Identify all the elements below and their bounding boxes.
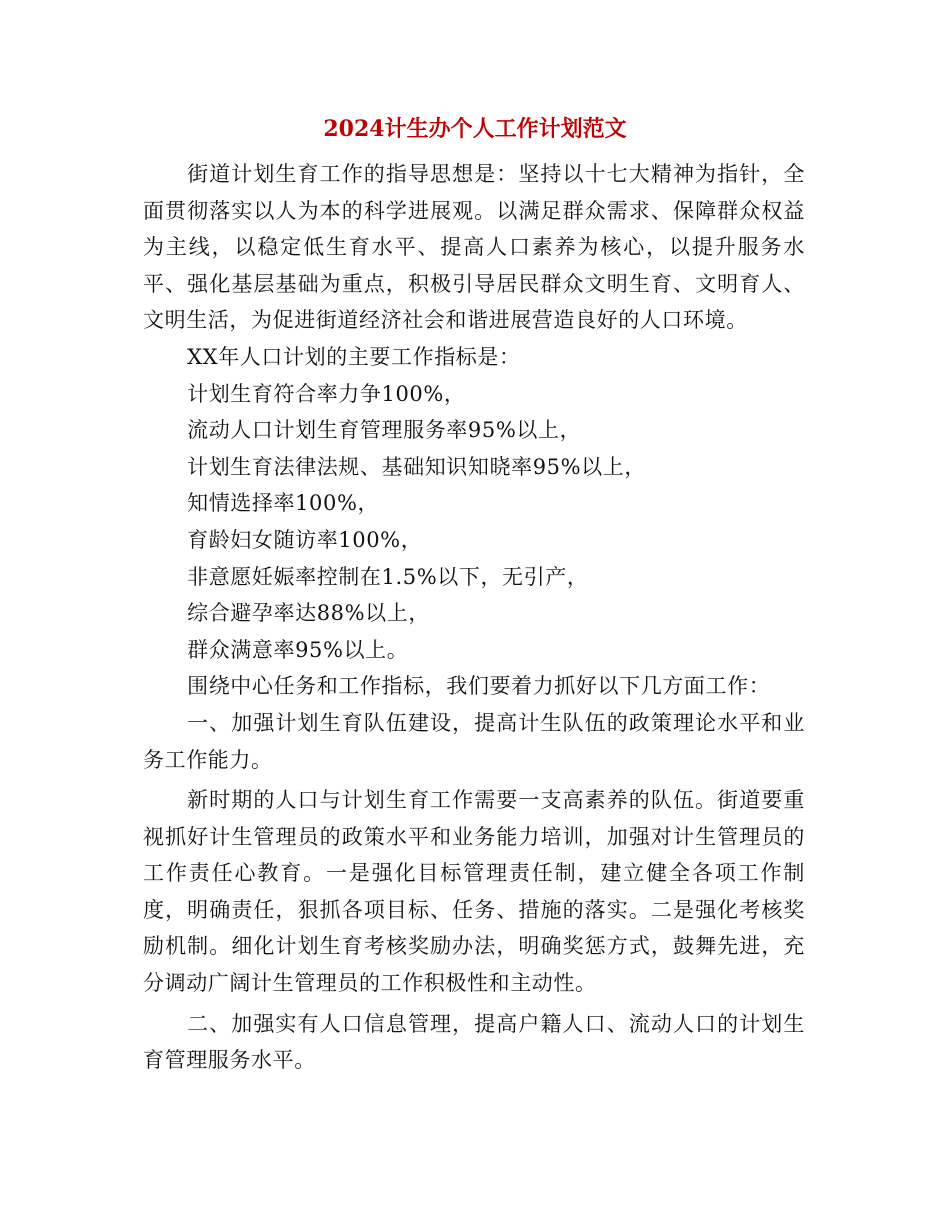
indicator-item: 群众满意率95%以上。 <box>187 637 409 662</box>
indicator-item: 综合避孕率达88%以上， <box>187 601 430 626</box>
paragraph-tasks-intro: 围绕中心任务和工作指标，我们要着力抓好以下几方面工作： <box>187 674 771 699</box>
paragraph-team-building: 新时期的人口与计划生育工作需要一支高素养的队伍。街道要重视抓好计生管理员的政策水平和业务能力培训，加强对计生管理员的工作责任心教育。一是强化目标管理责任制，建立健全各项工作制度，明确责任，狠抓各项目标、任务、措施的落实。二是强化考核奖励机制。细化计划生育考核奖励办法，明确奖惩方式，鼓舞先进，充分调动广阔计生管理员的工作积极性和主动性。 <box>143 788 805 996</box>
document-body <box>143 156 805 1079</box>
section-heading-2: 二、加强实有人口信息管理，提高户籍人口、流动人口的计划生育管理服务水平。 <box>143 1011 805 1073</box>
indicator-item: 计划生育符合率力争100%， <box>187 381 466 406</box>
paragraph-indicators-intro: XX年人口计划的主要工作指标是： <box>187 344 521 369</box>
indicator-item: 育龄妇女随访率100%， <box>187 527 423 552</box>
paragraph-guiding-thought: 街道计划生育工作的指导思想是：坚持以十七大精神为指针，全面贯彻落实以人为本的科学进展观。以满足群众需求、保障群众权益为主线，以稳定低生育水平、提高人口素养为核心，以提升服务水平、强化基层基础为重点，积极引导居民群众文明生育、文明育人、文明生活，为促进街道经济社会和谐进展营造良好的人口环境。 <box>143 162 805 333</box>
indicator-item: 计划生育法律法规、基础知识知晓率95%以上， <box>187 454 646 479</box>
document-title: 2024计生办个人工作计划范文 <box>323 116 627 142</box>
section-heading-1: 一、加强计划生育队伍建设，提高计生队伍的政策理论水平和业务工作能力。 <box>143 710 805 772</box>
indicator-item: 流动人口计划生育管理服务率95%以上， <box>187 418 582 443</box>
indicator-item: 非意愿妊娠率控制在1.5%以下，无引产， <box>187 564 589 589</box>
indicator-item: 知情选择率100%， <box>187 491 380 516</box>
